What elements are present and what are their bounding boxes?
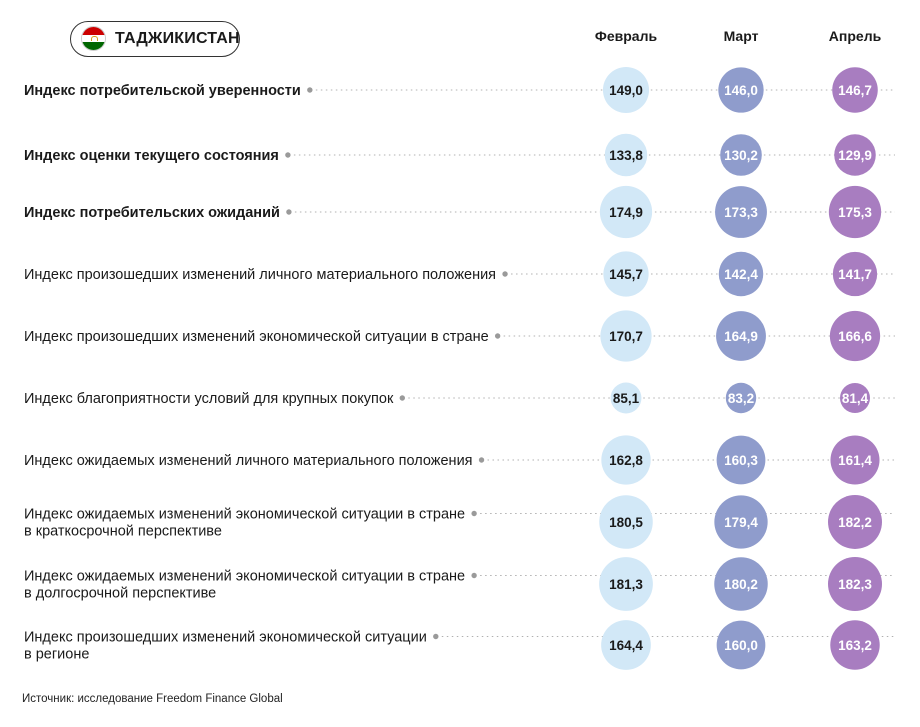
- bubble-value-apr: 129,9: [838, 148, 872, 163]
- bubble-value-feb: 85,1: [612, 391, 640, 406]
- row-label: в долгосрочной перспективе: [24, 585, 217, 602]
- bubble-value-mar: 130,2: [724, 148, 758, 163]
- row-leader-dot: [471, 573, 476, 578]
- column-header-feb: Февраль: [594, 28, 658, 44]
- row-leader-dot: [495, 333, 500, 338]
- row-label: Индекс потребительских ожиданий: [24, 205, 280, 221]
- bubble-value-apr: 163,2: [838, 638, 872, 653]
- bubble-value-apr: 141,7: [838, 267, 872, 282]
- row-label: Индекс ожидаемых изменений экономической ситуации в стране: [24, 506, 466, 523]
- bubble-value-apr: 182,2: [838, 515, 872, 530]
- row-label: Индекс потребительской уверенности: [24, 83, 301, 99]
- bubble-value-apr: 161,4: [838, 453, 872, 468]
- row-label: Индекс благоприятности условий для крупных покупок: [24, 391, 394, 407]
- bubble-value-mar: 180,2: [724, 577, 758, 592]
- bubble-value-feb: 164,4: [609, 638, 643, 653]
- column-header-mar: Март: [723, 28, 759, 44]
- bubble-value-mar: 173,3: [724, 205, 758, 220]
- bubble-value-feb: 174,9: [609, 205, 643, 220]
- row-label: Индекс произошедших изменений личного материального положения: [24, 267, 497, 283]
- row-leader-dot: [479, 457, 484, 462]
- bubble-value-feb: 133,8: [609, 148, 643, 163]
- source-note: Источник: исследование Freedom Finance Global: [22, 693, 283, 705]
- bubble-value-apr: 166,6: [838, 329, 872, 344]
- bubble-value-feb: 181,3: [609, 577, 643, 592]
- bubble-value-feb: 145,7: [609, 267, 643, 282]
- bubble-value-apr: 146,7: [838, 83, 872, 98]
- bubble-value-feb: 162,8: [609, 453, 643, 468]
- bubble-value-apr: 81,4: [841, 391, 869, 406]
- bubble-value-feb: 170,7: [609, 329, 643, 344]
- row-leader-dot: [307, 87, 312, 92]
- bubble-value-mar: 160,0: [724, 638, 758, 653]
- bubble-value-mar: 83,2: [727, 391, 755, 406]
- bubble-value-apr: 182,3: [838, 577, 872, 592]
- bubble-value-mar: 142,4: [724, 267, 758, 282]
- row-leader-dot: [502, 271, 507, 276]
- row-leader-dot: [285, 152, 290, 157]
- bubble-value-mar: 179,4: [724, 515, 758, 530]
- row-leader-dot: [471, 511, 476, 516]
- country-title: ТАДЖИКИСТАН: [115, 30, 240, 47]
- row-label: Индекс произошедших изменений экономической ситуации: [24, 629, 427, 646]
- row-label: Индекс ожидаемых изменений экономической ситуации в стране: [24, 568, 466, 585]
- bubble-value-mar: 164,9: [724, 329, 758, 344]
- row-label: в краткосрочной перспективе: [24, 523, 222, 540]
- row-label: Индекс оценки текущего состояния: [24, 148, 279, 164]
- row-label: в регионе: [24, 646, 90, 663]
- column-header-apr: Апрель: [828, 28, 882, 44]
- row-leader-dot: [400, 395, 405, 400]
- bubble-value-mar: 146,0: [724, 83, 758, 98]
- bubble-value-feb: 149,0: [609, 83, 643, 98]
- bubble-value-feb: 180,5: [609, 515, 643, 530]
- row-leader-dot: [286, 209, 291, 214]
- row-label: Индекс произошедших изменений экономической ситуации в стране: [24, 329, 489, 345]
- bubble-value-apr: 175,3: [838, 205, 872, 220]
- bubble-value-mar: 160,3: [724, 453, 758, 468]
- row-leader-dot: [433, 634, 438, 639]
- row-label: Индекс ожидаемых изменений личного материального положения: [24, 453, 473, 469]
